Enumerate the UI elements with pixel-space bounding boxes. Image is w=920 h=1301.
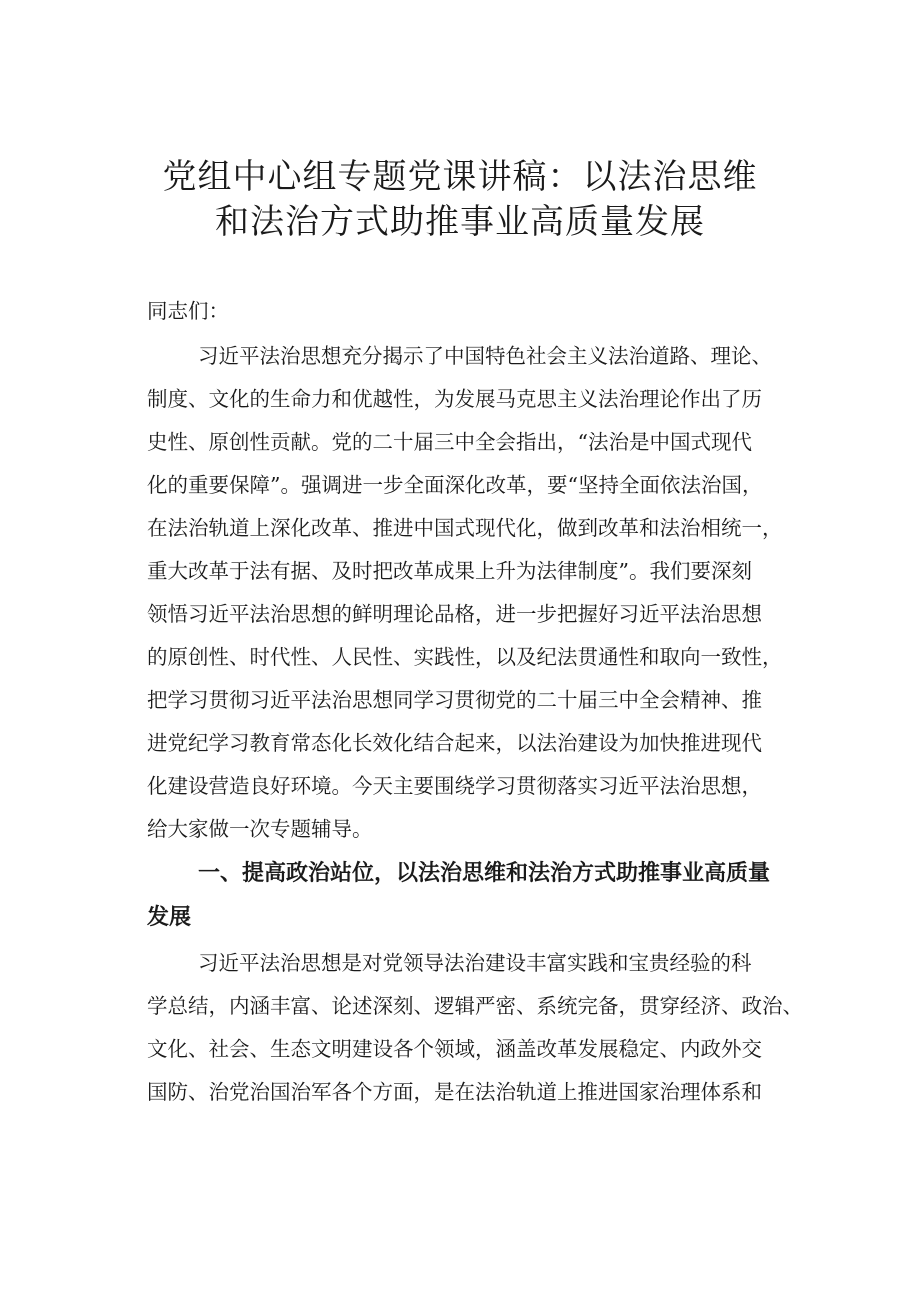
paragraph-line-text: 学总结，内涵丰富、论述深刻、逻辑严密、系统完备，贯穿经济、政治、 — [147, 994, 803, 1018]
paragraph-line-text: 文化、社会、生态文明建设各个领域，涵盖改革发展稳定、内政外交 — [147, 1037, 762, 1061]
paragraph-line-text: 进党纪学习教育常态化长效化结合起来，以法治建设为加快推进现代 — [147, 731, 762, 755]
paragraph-line-text: 的原创性、时代性、人民性、实践性，以及纪法贯通性和取向一致性， — [147, 645, 783, 669]
paragraph-line-text: 在法治轨道上深化改革、推进中国式现代化，做到改革和法治相统一， — [147, 516, 783, 540]
paragraph-line-text: 化的重要保障”。强调进一步全面深化改革，要“坚持全面依法治国， — [147, 473, 763, 497]
paragraph-line-text: 化建设营造良好环境。今天主要围绕学习贯彻落实习近平法治思想， — [147, 774, 762, 798]
paragraph-line-text: 领悟习近平法治思想的鲜明理论品格，进一步把握好习近平法治思想 — [147, 602, 762, 626]
paragraph-line-text: 把学习贯彻习近平法治思想同学习贯彻党的二十届三中全会精神、推 — [147, 688, 762, 712]
salutation-text: 同志们： — [147, 299, 229, 323]
document-title-line-1: 党组中心组专题党课讲稿：以法治思维 — [162, 157, 758, 197]
document-title-line-2: 和法治方式助推事业高质量发展 — [215, 202, 705, 242]
paragraph-line-text: 习近平法治思想充分揭示了中国特色社会主义法治道路、理论、 — [198, 344, 772, 368]
section-heading-text: 一、提高政治站位，以法治思维和法治方式助推事业高质量 — [198, 861, 771, 886]
paragraph-line-text: 给大家做一次专题辅导。 — [147, 817, 373, 841]
paragraph-line-text: 重大改革于法有据、及时把改革成果上升为法律制度”。我们要深刻 — [147, 559, 752, 583]
section-heading-text: 发展 — [147, 905, 192, 930]
paragraph-line-text: 制度、文化的生命力和优越性，为发展马克思主义法治理论作出了历 — [147, 387, 762, 411]
paragraph-line-text: 史性、原创性贡献。党的二十届三中全会指出，“法治是中国式现代 — [147, 430, 752, 454]
paragraph-line-text: 习近平法治思想是对党领导法治建设丰富实践和宝贵经验的科 — [198, 951, 752, 975]
paragraph-line-text: 国防、治党治国治军各个方面，是在法治轨道上推进国家治理体系和 — [147, 1080, 762, 1104]
